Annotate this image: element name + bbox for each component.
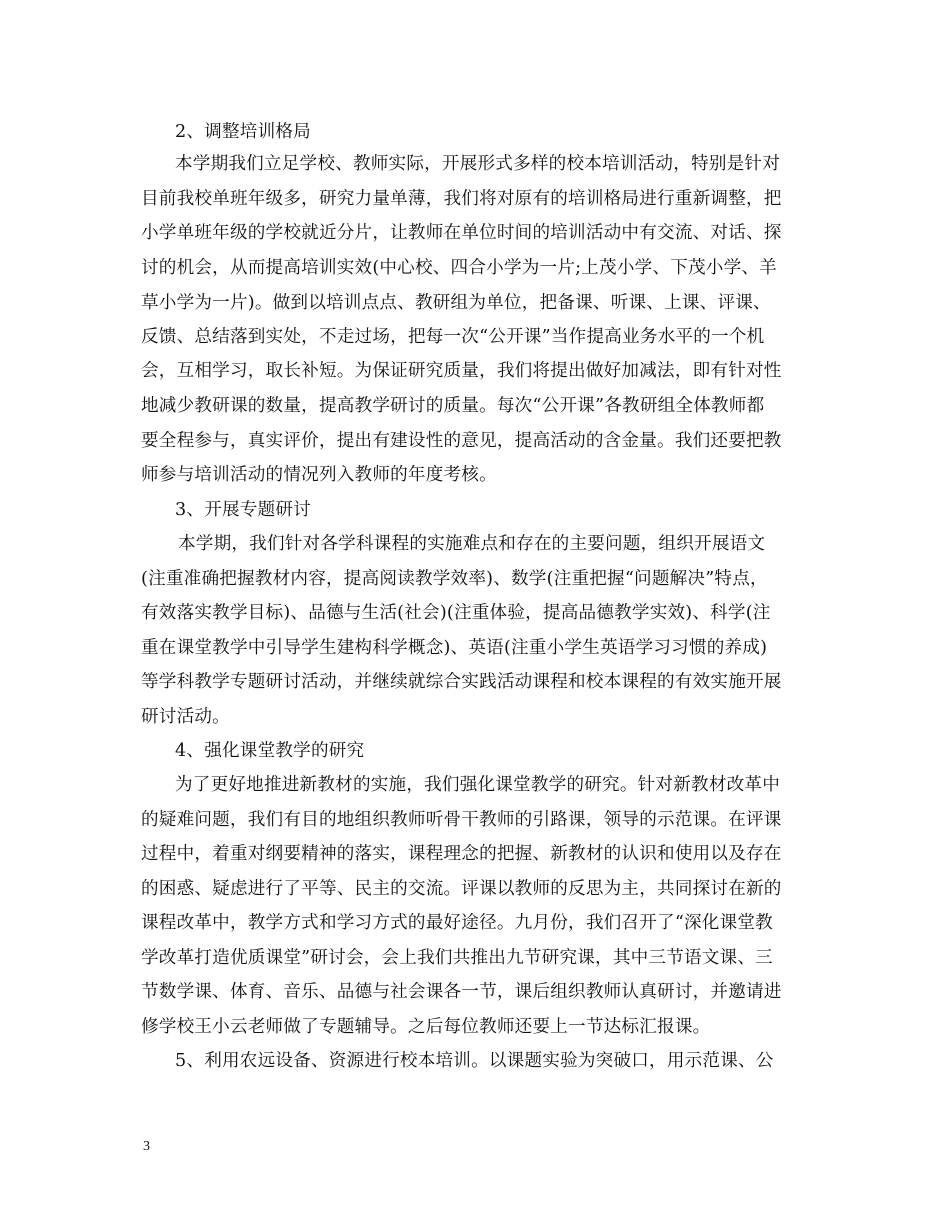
paragraph-line: 节数学课、体育、音乐、品德与社会课各一节，课后组织教师认真研讨，并邀请进 (141, 982, 782, 1002)
paragraph-line: 要全程参与，真实评价，提出有建设性的意见，提高活动的含金量。我们还要把教 (141, 431, 782, 451)
paragraph-line: 的困惑、疑虑进行了平等、民主的交流。评课以教师的反思为主，共同探讨在新的 (141, 879, 782, 899)
paragraph-line: 目前我校单班年级多，研究力量单薄，我们将对原有的培训格局进行重新调整，把 (141, 189, 782, 209)
paragraph-line: 讨的机会，从而提高培训实效(中心校、四合小学为一片;上茂小学、下茂小学、羊 (141, 258, 777, 278)
paragraph-line: 会，互相学习，取长补短。为保证研究质量，我们将提出做好加减法，即有针对性 (141, 361, 782, 381)
page-number: 3 (143, 1139, 150, 1154)
paragraph-line: 本学期，我们针对各学科课程的实施难点和存在的主要问题，组织开展语文 (178, 534, 766, 554)
paragraph-line: 重在课堂教学中引导学生建构科学概念)、英语(注重小学生英语学习习惯的养成) (141, 638, 768, 658)
paragraph-line: 有效落实教学目标)、品德与生活(社会)(注重体验，提高品德教学实效)、科学(注 (141, 603, 771, 623)
paragraph-line: 课程改革中，教学方式和学习方式的最好途径。九月份，我们召开了“深化课堂教 (141, 913, 773, 933)
heading-classroom-teaching-research: 4、强化课堂教学的研究 (175, 741, 365, 761)
paragraph-line: 为了更好地推进新教材的实施，我们强化课堂教学的研究。针对新教材改革中 (175, 775, 780, 795)
heading-remote-equipment-training: 5、利用农远设备、资源进行校本培训。以课题实验为突破口，用示范课、公 (175, 1051, 774, 1071)
paragraph-line: 地减少教研课的数量，提高教学研讨的质量。每次“公开课”各教研组全体教师都 (141, 396, 765, 416)
paragraph-line: 研讨活动。 (141, 707, 230, 727)
paragraph-line: 草小学为一片)。做到以培训点点、教研组为单位，把备课、听课、上课、评课、 (141, 293, 771, 313)
heading-topic-seminar: 3、开展专题研讨 (175, 500, 311, 520)
paragraph-line: 的疑难问题，我们有目的地组织教师听骨干教师的引路课，领导的示范课。在评课 (141, 810, 782, 830)
paragraph-line: (注重准确把握教材内容，提高阅读教学效率)、数学(注重把握“问题解决”特点， (141, 569, 768, 589)
paragraph-line: 修学校王小云老师做了专题辅导。之后每位教师还要上一节达标汇报课。 (141, 1017, 711, 1037)
paragraph-line: 师参与培训活动的情况列入教师的年度考核。 (141, 465, 497, 485)
paragraph-line: 过程中，着重对纲要精神的落实，课程理念的把握、新教材的认识和使用以及存在 (141, 844, 782, 864)
paragraph-line: 小学单班年级的学校就近分片，让教师在单位时间的培训活动中有交流、对话、探 (141, 223, 782, 243)
paragraph-line: 等学科教学专题研讨活动，并继续就综合实践活动课程和校本课程的有效实施开展 (141, 672, 782, 692)
paragraph-line: 学改革打造优质课堂”研讨会，会上我们共推出九节研究课，其中三节语文课、三 (141, 948, 773, 968)
paragraph-line: 本学期我们立足学校、教师实际，开展形式多样的校本培训活动，特别是针对 (175, 154, 780, 174)
paragraph-line: 反馈、总结落到实处，不走过场，把每一次“公开课”当作提高业务水平的一个机 (141, 327, 765, 347)
heading-adjust-training-layout: 2、调整培训格局 (175, 122, 311, 142)
